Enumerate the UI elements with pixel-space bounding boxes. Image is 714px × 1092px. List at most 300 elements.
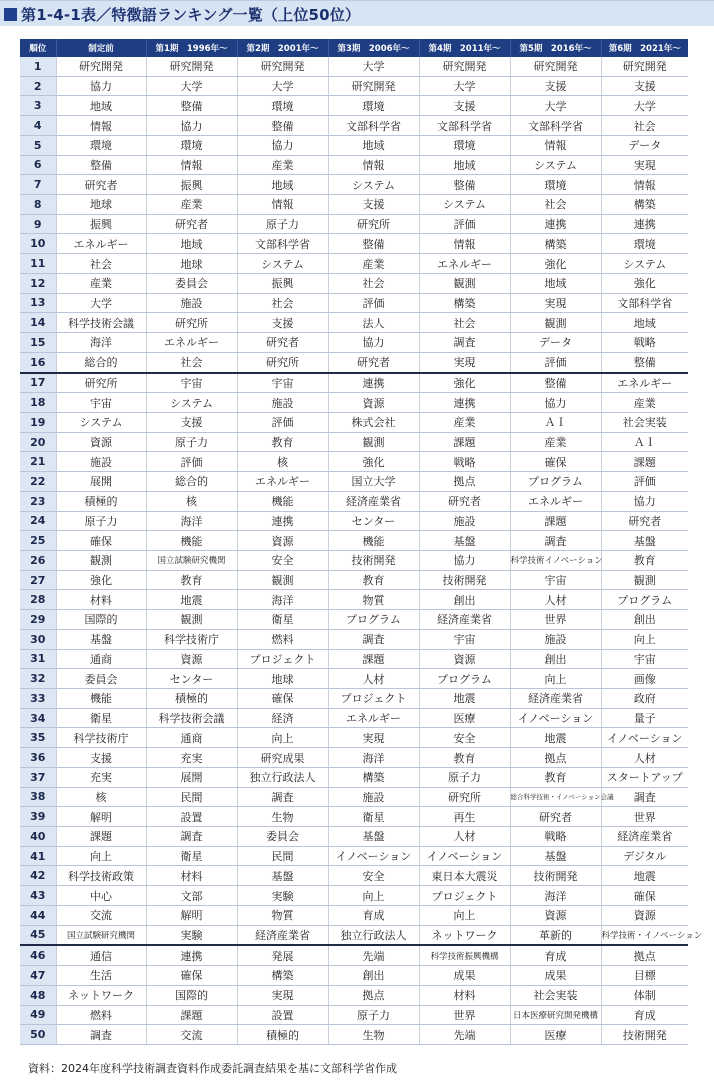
rank-cell: 32: [20, 669, 56, 689]
term-cell: 課題: [146, 1005, 237, 1025]
term-cell: 振興: [146, 175, 237, 195]
term-cell: 整備: [510, 373, 601, 393]
table-row: [20, 234, 688, 254]
term-cell: 生物: [237, 807, 328, 827]
term-cell: 実現: [601, 155, 688, 175]
term-cell: 先端: [328, 945, 419, 965]
rank-cell: 14: [20, 313, 56, 333]
term-cell: 研究開発: [146, 57, 237, 76]
term-cell: 東日本大震災: [419, 866, 510, 886]
term-cell: 国立試験研究機関: [146, 550, 237, 570]
term-cell: デジタル: [601, 846, 688, 866]
header-rank: 順位: [20, 39, 56, 57]
term-cell: 経済産業省: [601, 827, 688, 847]
term-cell: 連携: [146, 945, 237, 965]
rank-cell: 5: [20, 135, 56, 155]
term-cell: 社会: [237, 293, 328, 313]
term-cell: 通信: [56, 945, 146, 965]
term-cell: 調査: [510, 531, 601, 551]
term-cell: 文部科学省: [601, 293, 688, 313]
term-cell: 独立行政法人: [328, 925, 419, 945]
table-row: [20, 945, 688, 965]
term-cell: 総合的: [56, 352, 146, 372]
table-row: [20, 155, 688, 175]
term-cell: 地域: [419, 155, 510, 175]
term-cell: 研究所: [56, 373, 146, 393]
term-cell: 発展: [237, 945, 328, 965]
term-cell: 原子力: [419, 767, 510, 787]
term-cell: 資源: [419, 649, 510, 669]
term-cell: 民間: [146, 787, 237, 807]
term-cell: 研究者: [328, 352, 419, 372]
term-cell: プログラム: [328, 610, 419, 630]
term-cell: 国立大学: [328, 472, 419, 492]
term-cell: 施設: [237, 393, 328, 413]
term-cell: 機能: [237, 491, 328, 511]
term-cell: 拠点: [328, 985, 419, 1005]
term-cell: 資源: [328, 393, 419, 413]
term-cell: 独立行政法人: [237, 767, 328, 787]
term-cell: 人材: [601, 748, 688, 768]
term-cell: 産業: [146, 195, 237, 215]
term-cell: 国際的: [56, 610, 146, 630]
term-cell: 目標: [601, 966, 688, 986]
term-cell: 科学技術庁: [56, 728, 146, 748]
term-cell: 構築: [419, 293, 510, 313]
term-cell: 構築: [328, 767, 419, 787]
term-cell: 衛星: [56, 708, 146, 728]
rank-cell: 24: [20, 511, 56, 531]
term-cell: 施設: [419, 511, 510, 531]
term-cell: 戦略: [601, 333, 688, 353]
term-cell: エネルギー: [419, 254, 510, 274]
term-cell: 強化: [601, 273, 688, 293]
term-cell: 構築: [237, 966, 328, 986]
term-cell: 医療: [419, 708, 510, 728]
term-cell: 育成: [510, 945, 601, 965]
term-cell: システム: [601, 254, 688, 274]
term-cell: 育成: [601, 1005, 688, 1025]
term-cell: 整備: [601, 352, 688, 372]
term-cell: 実験: [146, 925, 237, 945]
rank-cell: 1: [20, 57, 56, 76]
term-cell: 向上: [328, 886, 419, 906]
term-cell: 観測: [510, 313, 601, 333]
term-cell: 国立試験研究機関: [56, 925, 146, 945]
term-cell: 機能: [56, 689, 146, 709]
term-cell: プロジェクト: [237, 649, 328, 669]
term-cell: 評価: [146, 452, 237, 472]
table-row: [20, 432, 688, 452]
table-row: [20, 313, 688, 333]
rank-cell: 42: [20, 866, 56, 886]
term-cell: 課題: [328, 649, 419, 669]
term-cell: 研究開発: [328, 76, 419, 96]
term-cell: 地域: [56, 96, 146, 116]
term-cell: 連携: [419, 393, 510, 413]
term-cell: 連携: [510, 214, 601, 234]
term-cell: 調査: [601, 787, 688, 807]
rank-cell: 20: [20, 432, 56, 452]
term-cell: 協力: [419, 550, 510, 570]
term-cell: データ: [601, 135, 688, 155]
term-cell: 科学技術庁: [146, 629, 237, 649]
term-cell: 研究所: [419, 787, 510, 807]
term-cell: 積極的: [146, 689, 237, 709]
term-cell: 民間: [237, 846, 328, 866]
term-cell: 研究開発: [237, 57, 328, 76]
term-cell: 地域: [328, 135, 419, 155]
term-cell: 確保: [601, 886, 688, 906]
table-row: [20, 570, 688, 590]
term-cell: 社会: [419, 313, 510, 333]
term-cell: 研究者: [510, 807, 601, 827]
term-cell: 宇宙: [146, 373, 237, 393]
term-cell: 協力: [510, 393, 601, 413]
term-cell: 交流: [146, 1025, 237, 1045]
term-cell: 基盤: [601, 531, 688, 551]
table-row: [20, 273, 688, 293]
table-row: [20, 550, 688, 570]
term-cell: エネルギー: [146, 333, 237, 353]
term-cell: 確保: [146, 966, 237, 986]
term-cell: 体制: [601, 985, 688, 1005]
term-cell: 環境: [237, 96, 328, 116]
term-cell: 確保: [56, 531, 146, 551]
term-cell: 国際的: [146, 985, 237, 1005]
term-cell: 連携: [328, 373, 419, 393]
term-cell: 社会実装: [601, 412, 688, 432]
table-row: [20, 452, 688, 472]
rank-cell: 3: [20, 96, 56, 116]
rank-cell: 33: [20, 689, 56, 709]
term-cell: 人材: [328, 669, 419, 689]
term-cell: 宇宙: [237, 373, 328, 393]
term-cell: 調査: [146, 827, 237, 847]
term-cell: 宇宙: [510, 570, 601, 590]
term-cell: 強化: [328, 452, 419, 472]
term-cell: 産業: [328, 254, 419, 274]
term-cell: 観測: [56, 550, 146, 570]
term-cell: 施設: [56, 452, 146, 472]
term-cell: 創出: [419, 590, 510, 610]
term-cell: 連携: [601, 214, 688, 234]
term-cell: ＡＩ: [601, 432, 688, 452]
term-cell: 設置: [237, 1005, 328, 1025]
term-cell: 産業: [56, 273, 146, 293]
ranking-table: [20, 39, 703, 1045]
page-title: 第1-4-1表／特徴語ランキング一覧（上位50位）: [21, 6, 361, 24]
term-cell: 人材: [419, 827, 510, 847]
term-cell: 環境: [56, 135, 146, 155]
title-marker-icon: [4, 8, 17, 21]
term-cell: 向上: [510, 669, 601, 689]
term-cell: 経済産業省: [237, 925, 328, 945]
term-cell: 整備: [237, 116, 328, 136]
rank-cell: 8: [20, 195, 56, 215]
term-cell: 拠点: [419, 472, 510, 492]
rank-cell: 23: [20, 491, 56, 511]
term-cell: 産業: [601, 393, 688, 413]
term-cell: 研究者: [56, 175, 146, 195]
term-cell: 実現: [328, 728, 419, 748]
term-cell: 支援: [601, 76, 688, 96]
term-cell: 連携: [237, 511, 328, 531]
term-cell: 協力: [601, 491, 688, 511]
header-period-7: 第6期 2021年～: [601, 39, 688, 57]
term-cell: 画像: [601, 669, 688, 689]
term-cell: プロジェクト: [419, 886, 510, 906]
term-cell: システム: [146, 393, 237, 413]
term-cell: ネットワーク: [419, 925, 510, 945]
table-row: [20, 886, 688, 906]
term-cell: 振興: [237, 273, 328, 293]
table-row: [20, 195, 688, 215]
term-cell: 支援: [237, 313, 328, 333]
table-row: [20, 393, 688, 413]
rank-cell: 28: [20, 590, 56, 610]
term-cell: 衛星: [328, 807, 419, 827]
term-cell: 通商: [146, 728, 237, 748]
table-row: [20, 610, 688, 630]
term-cell: 戦略: [419, 452, 510, 472]
term-cell: 研究者: [146, 214, 237, 234]
term-cell: 環境: [419, 135, 510, 155]
term-cell: 安全: [328, 866, 419, 886]
term-cell: プログラム: [510, 472, 601, 492]
header-period-4: 第3期 2006年～: [328, 39, 419, 57]
term-cell: 向上: [237, 728, 328, 748]
term-cell: データ: [510, 333, 601, 353]
term-cell: 基盤: [328, 827, 419, 847]
rank-cell: 45: [20, 925, 56, 945]
term-cell: 社会: [510, 195, 601, 215]
table-row: [20, 649, 688, 669]
term-cell: 核: [146, 491, 237, 511]
term-cell: 宇宙: [419, 629, 510, 649]
term-cell: 調査: [419, 333, 510, 353]
term-cell: 環境: [146, 135, 237, 155]
table-row: [20, 708, 688, 728]
term-cell: 実験: [237, 886, 328, 906]
term-cell: 先端: [419, 1025, 510, 1045]
term-cell: 技術開発: [510, 866, 601, 886]
term-cell: 環境: [328, 96, 419, 116]
term-cell: 成果: [419, 966, 510, 986]
table-row: [20, 511, 688, 531]
table-row: [20, 96, 688, 116]
term-cell: ＡＩ: [510, 412, 601, 432]
term-cell: 整備: [56, 155, 146, 175]
rank-cell: 36: [20, 748, 56, 768]
rank-cell: 26: [20, 550, 56, 570]
term-cell: 支援: [419, 96, 510, 116]
term-cell: 地域: [510, 273, 601, 293]
rank-cell: 7: [20, 175, 56, 195]
term-cell: 法人: [328, 313, 419, 333]
term-cell: 向上: [601, 629, 688, 649]
term-cell: 機能: [328, 531, 419, 551]
term-cell: 研究所: [237, 352, 328, 372]
term-cell: 整備: [328, 234, 419, 254]
term-cell: 経済産業省: [419, 610, 510, 630]
term-cell: 戦略: [510, 827, 601, 847]
rank-cell: 9: [20, 214, 56, 234]
table-row: [20, 57, 688, 76]
term-cell: 創出: [328, 966, 419, 986]
term-cell: スタートアップ: [601, 767, 688, 787]
term-cell: 日本医療研究開発機構: [510, 1005, 601, 1025]
term-cell: イノベーション: [601, 728, 688, 748]
term-cell: 資源: [601, 905, 688, 925]
term-cell: 充実: [146, 748, 237, 768]
rank-cell: 29: [20, 610, 56, 630]
term-cell: 教育: [510, 767, 601, 787]
table-row: [20, 669, 688, 689]
term-cell: 核: [237, 452, 328, 472]
term-cell: 強化: [419, 373, 510, 393]
rank-cell: 11: [20, 254, 56, 274]
term-cell: 科学技術イノベーション: [510, 550, 601, 570]
term-cell: 施設: [510, 629, 601, 649]
rank-cell: 16: [20, 352, 56, 372]
rank-cell: 47: [20, 966, 56, 986]
term-cell: 安全: [237, 550, 328, 570]
term-cell: 地球: [146, 254, 237, 274]
term-cell: 解明: [146, 905, 237, 925]
term-cell: 積極的: [56, 491, 146, 511]
rank-cell: 15: [20, 333, 56, 353]
table-row: [20, 531, 688, 551]
term-cell: 産業: [237, 155, 328, 175]
table-row: [20, 214, 688, 234]
term-cell: 展開: [146, 767, 237, 787]
term-cell: 支援: [56, 748, 146, 768]
term-cell: 研究開発: [419, 57, 510, 76]
term-cell: 評価: [328, 293, 419, 313]
table-header-row: [20, 39, 688, 57]
table-row: [20, 966, 688, 986]
term-cell: 人材: [510, 590, 601, 610]
rank-cell: 41: [20, 846, 56, 866]
term-cell: 課題: [510, 511, 601, 531]
term-cell: 情報: [237, 195, 328, 215]
term-cell: エネルギー: [237, 472, 328, 492]
ranking-table-wrapper: [20, 39, 703, 1045]
table-row: [20, 590, 688, 610]
table-row: [20, 767, 688, 787]
table-row: [20, 689, 688, 709]
term-cell: 支援: [510, 76, 601, 96]
term-cell: 革新的: [510, 925, 601, 945]
term-cell: 大学: [328, 57, 419, 76]
term-cell: 課題: [419, 432, 510, 452]
term-cell: 生活: [56, 966, 146, 986]
term-cell: 成果: [510, 966, 601, 986]
header-period-2: 第1期 1996年～: [146, 39, 237, 57]
table-row: [20, 985, 688, 1005]
term-cell: 協力: [237, 135, 328, 155]
table-row: [20, 846, 688, 866]
term-cell: 評価: [601, 472, 688, 492]
term-cell: 経済産業省: [510, 689, 601, 709]
term-cell: 中心: [56, 886, 146, 906]
term-cell: 技術開発: [328, 550, 419, 570]
term-cell: 協力: [146, 116, 237, 136]
term-cell: 情報: [510, 135, 601, 155]
rank-cell: 49: [20, 1005, 56, 1025]
table-row: [20, 472, 688, 492]
table-row: [20, 866, 688, 886]
table-row: [20, 787, 688, 807]
term-cell: 調査: [237, 787, 328, 807]
term-cell: 生物: [328, 1025, 419, 1045]
term-cell: 大学: [56, 293, 146, 313]
term-cell: 基盤: [237, 866, 328, 886]
term-cell: 物質: [328, 590, 419, 610]
rank-cell: 37: [20, 767, 56, 787]
term-cell: 地域: [237, 175, 328, 195]
term-cell: 確保: [510, 452, 601, 472]
term-cell: 文部科学省: [328, 116, 419, 136]
term-cell: エネルギー: [56, 234, 146, 254]
term-cell: 支援: [146, 412, 237, 432]
term-cell: イノベーション: [419, 846, 510, 866]
table-row: [20, 807, 688, 827]
term-cell: 協力: [328, 333, 419, 353]
table-row: [20, 728, 688, 748]
term-cell: 通商: [56, 649, 146, 669]
term-cell: 研究開発: [56, 57, 146, 76]
term-cell: 海洋: [328, 748, 419, 768]
rank-cell: 44: [20, 905, 56, 925]
term-cell: 世界: [510, 610, 601, 630]
term-cell: 経済: [237, 708, 328, 728]
rank-cell: 38: [20, 787, 56, 807]
term-cell: 研究所: [328, 214, 419, 234]
table-row: [20, 76, 688, 96]
table-row: [20, 135, 688, 155]
term-cell: 委員会: [237, 827, 328, 847]
rank-cell: 6: [20, 155, 56, 175]
rank-cell: 25: [20, 531, 56, 551]
term-cell: 整備: [419, 175, 510, 195]
term-cell: 評価: [510, 352, 601, 372]
term-cell: 衛星: [146, 846, 237, 866]
header-period-1: 制定前: [56, 39, 146, 57]
term-cell: 原子力: [56, 511, 146, 531]
term-cell: システム: [328, 175, 419, 195]
term-cell: 委員会: [56, 669, 146, 689]
rank-cell: 40: [20, 827, 56, 847]
term-cell: センター: [146, 669, 237, 689]
term-cell: 研究者: [237, 333, 328, 353]
rank-cell: 35: [20, 728, 56, 748]
term-cell: 地域: [601, 313, 688, 333]
term-cell: システム: [237, 254, 328, 274]
rank-cell: 31: [20, 649, 56, 669]
term-cell: 政府: [601, 689, 688, 709]
term-cell: 科学技術政策: [56, 866, 146, 886]
term-cell: 施設: [146, 293, 237, 313]
term-cell: 実現: [510, 293, 601, 313]
table-row: [20, 175, 688, 195]
term-cell: システム: [510, 155, 601, 175]
term-cell: 充実: [56, 767, 146, 787]
term-cell: 海洋: [510, 886, 601, 906]
term-cell: 地震: [146, 590, 237, 610]
term-cell: 育成: [328, 905, 419, 925]
